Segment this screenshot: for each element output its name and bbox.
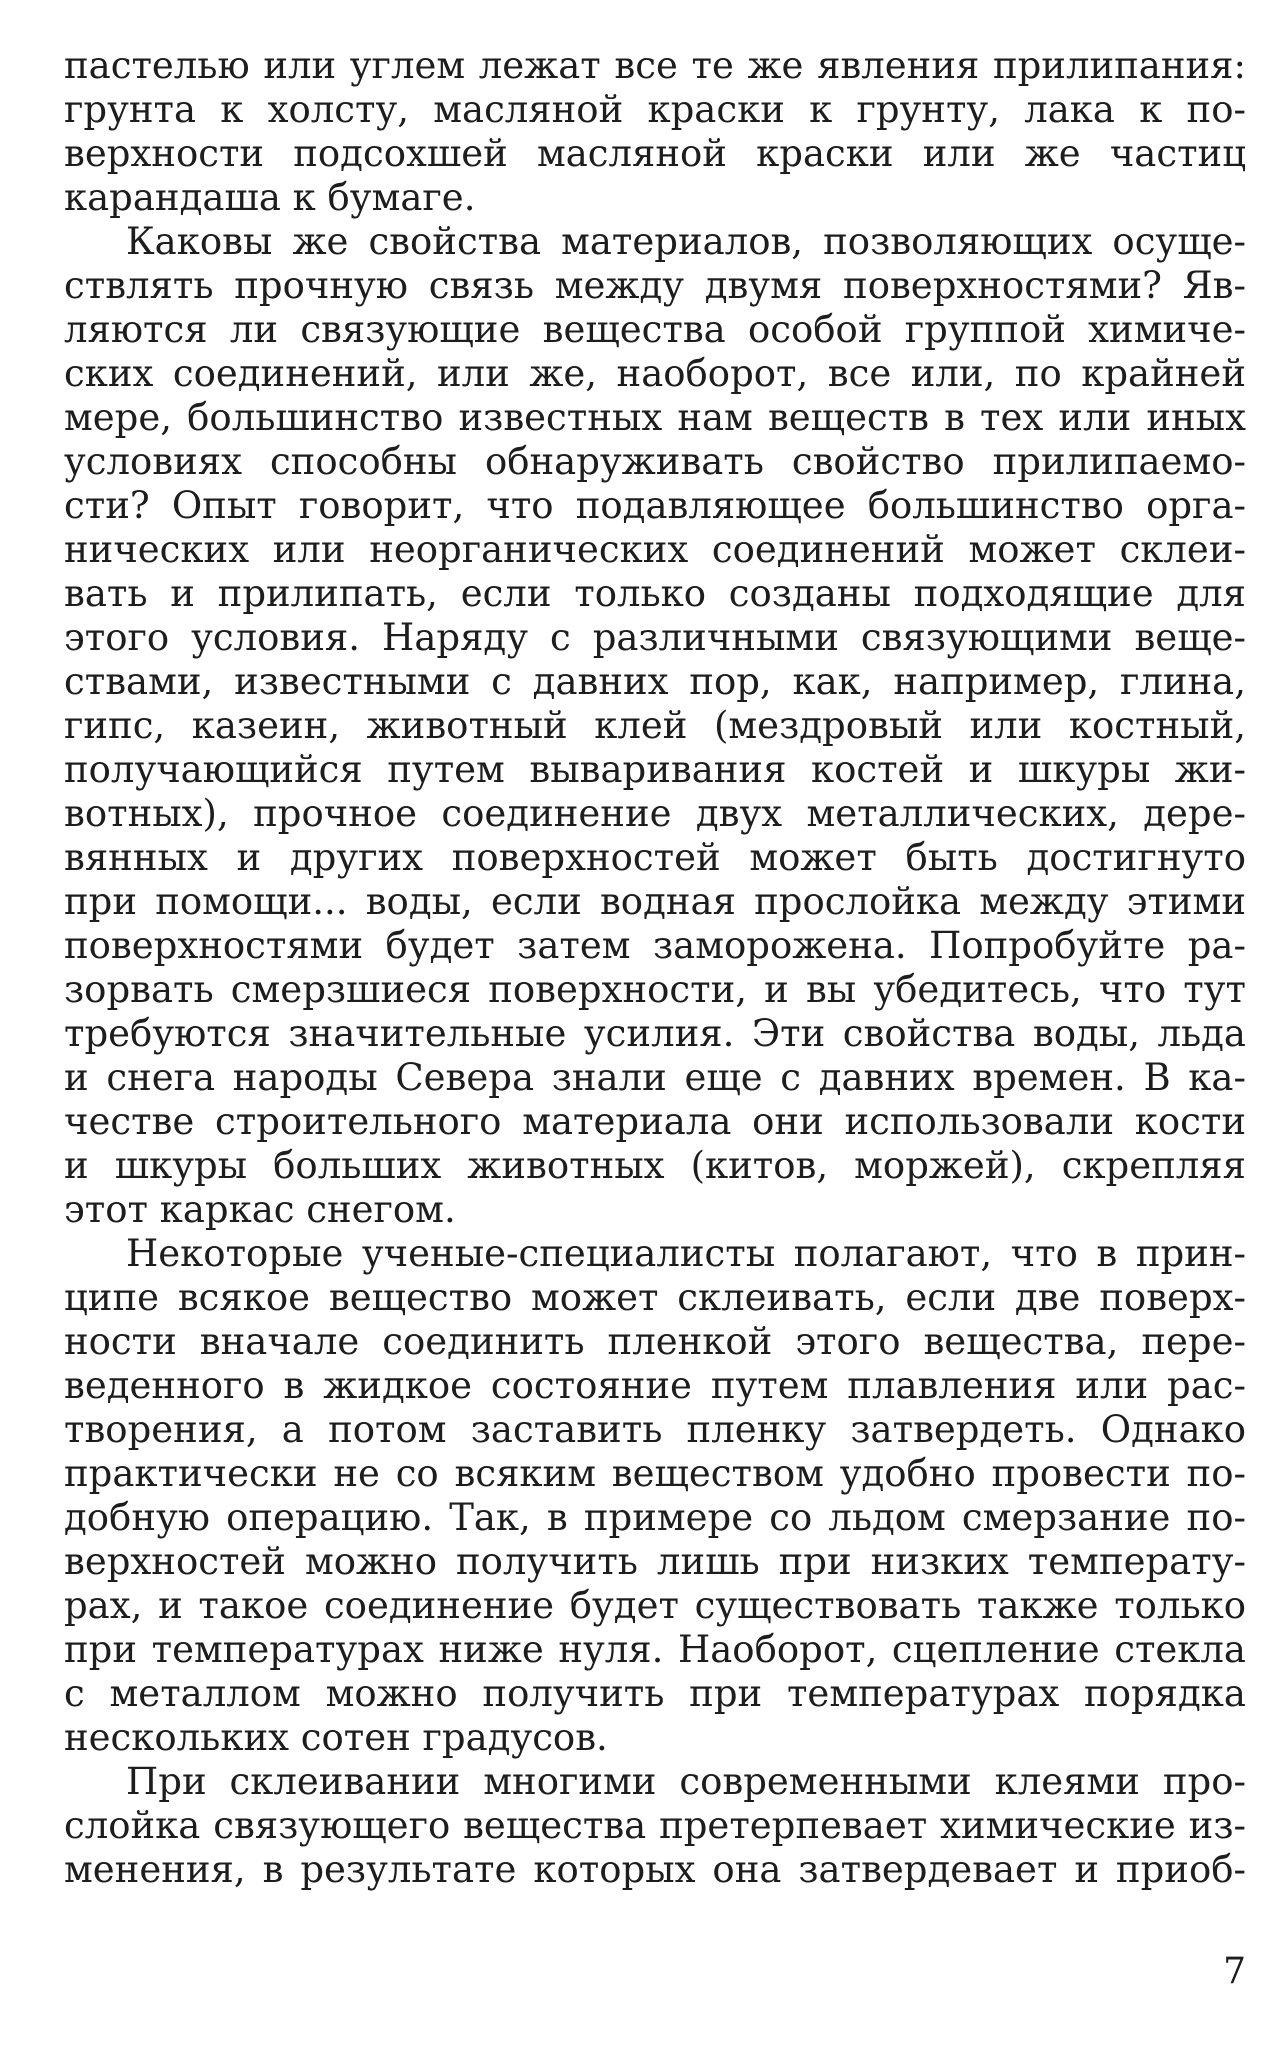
body-text: [64, 44, 1246, 1892]
text-line: получающийся путем вываривания костей и шкуры жи-: [64, 748, 1246, 791]
text-line: нических или неорганических соединений может склеи-: [64, 528, 1246, 571]
text-line: вянных и других поверхностей может быть достигнуто: [64, 836, 1246, 879]
text-line: сти? Опыт говорит, что подавляющее большинство орга-: [64, 484, 1246, 527]
text-line: верхности подсохшей масляной краски или же частиц: [64, 132, 1246, 175]
text-line: ности вначале соединить пленкой этого вещества, пере-: [64, 1320, 1246, 1363]
text-line: ствлять прочную связь между двумя поверхностями? Яв-: [64, 264, 1246, 307]
text-line: Каковы же свойства материалов, позволяющих осуще-: [126, 220, 1246, 263]
text-line: ляются ли связующие вещества особой группой химиче-: [64, 308, 1246, 351]
text-line: грунта к холсту, масляной краски к грунту, лака к по-: [64, 88, 1246, 131]
text-line: поверхностями будет затем заморожена. Попробуйте ра-: [64, 924, 1246, 967]
text-line: ских соединений, или же, наоборот, все или, по крайней: [64, 352, 1246, 395]
text-line: рах, и такое соединение будет существовать также только: [64, 1584, 1246, 1627]
text-line: гипс, казеин, животный клей (мездровый или костный,: [64, 704, 1246, 747]
text-line: и шкуры больших животных (китов, моржей), скрепляя: [64, 1144, 1246, 1187]
text-line: зорвать смерзшиеся поверхности, и вы убедитесь, что тут: [64, 968, 1246, 1011]
text-line: карандаша к бумаге.: [64, 176, 476, 219]
text-line: вать и прилипать, если только созданы подходящие для: [64, 572, 1246, 615]
text-line: пастелью или углем лежат все те же явления прилипания:: [64, 44, 1246, 87]
text-line: практически не со всяким веществом удобно провести по-: [64, 1452, 1246, 1495]
text-line: вотных), прочное соединение двух металлических, дере-: [64, 792, 1246, 835]
text-line: творения, а потом заставить пленку затвердеть. Однако: [64, 1408, 1246, 1451]
text-line: добную операцию. Так, в примере со льдом смерзание по-: [64, 1496, 1246, 1539]
text-line: этот каркас снегом.: [64, 1188, 456, 1231]
text-line: этого условия. Наряду с различными связующими веще-: [64, 616, 1246, 659]
text-line: менения, в результате которых она затвердевает и приоб-: [64, 1848, 1246, 1891]
text-line: При склеивании многими современными клеями про-: [126, 1760, 1246, 1803]
text-line: при температурах ниже нуля. Наоборот, сцепление стекла: [64, 1628, 1246, 1671]
text-line: мере, большинство известных нам веществ в тех или иных: [64, 396, 1246, 439]
text-line: нескольких сотен градусов.: [64, 1716, 608, 1759]
text-line: при помощи... воды, если водная прослойка между этими: [64, 880, 1246, 923]
text-line: ствами, известными с давних пор, как, например, глина,: [64, 660, 1246, 703]
text-line: и снега народы Севера знали еще с давних времен. В ка-: [64, 1056, 1246, 1099]
text-line: требуются значительные усилия. Эти свойства воды, льда: [64, 1012, 1246, 1055]
text-line: условиях способны обнаруживать свойство прилипаемо-: [64, 440, 1246, 483]
text-line: Некоторые ученые-специалисты полагают, что в прин-: [126, 1232, 1246, 1275]
page-number: 7: [1223, 1951, 1246, 1992]
text-line: верхностей можно получить лишь при низких температу-: [64, 1540, 1246, 1583]
text-line: с металлом можно получить при температурах порядка: [64, 1672, 1246, 1715]
text-line: веденного в жидкое состояние путем плавления или рас-: [64, 1364, 1246, 1407]
text-line: ципе всякое вещество может склеивать, если две поверх-: [64, 1276, 1246, 1319]
text-line: слойка связующего вещества претерпевает химические из-: [64, 1804, 1246, 1847]
text-line: честве строительного материала они использовали кости: [64, 1100, 1246, 1143]
